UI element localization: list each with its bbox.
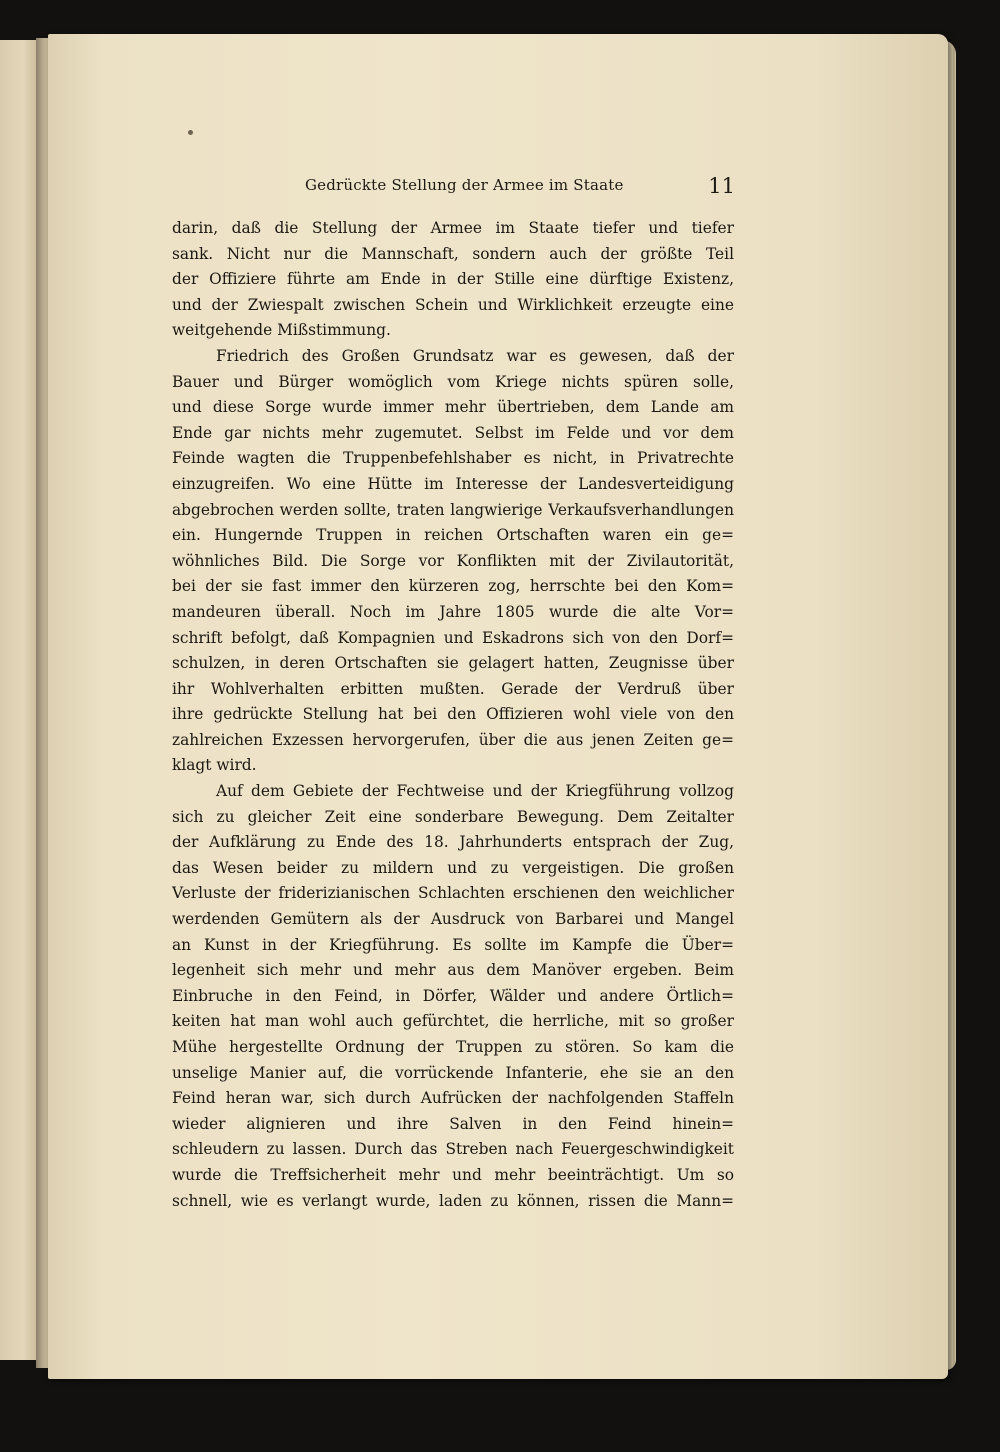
text-line: Verluste der friderizianischen Schlachten erschienen den weichlicher <box>172 884 734 903</box>
text-line: mandeuren überall. Noch im Jahre 1805 wurde die alte Vor= <box>172 602 734 621</box>
text-line: ihr Wohlverhalten erbitten mußten. Gerade der Verdruß über <box>172 679 734 698</box>
text-line: und diese Sorge wurde immer mehr übertrieben, dem Lande am <box>172 398 734 417</box>
text-line: schnell, wie es verlangt wurde, laden zu können, rissen die Mann= <box>172 1191 734 1210</box>
text-line: Auf dem Gebiete der Fechtweise und der Kriegführung vollzog <box>216 782 734 801</box>
text-line: werdenden Gemütern als der Ausdruck von Barbarei und Mangel <box>172 910 734 929</box>
text-line: schrift befolgt, daß Kompagnien und Eskadrons sich von den Dorf= <box>172 628 734 647</box>
text-line: sank. Nicht nur die Mannschaft, sondern auch der größte Teil <box>172 244 734 263</box>
text-line: Bauer und Bürger womöglich vom Kriege nichts spüren solle, <box>172 372 734 391</box>
text-line: zahlreichen Exzessen hervorgerufen, über die aus jenen Zeiten ge= <box>172 730 734 749</box>
text-line: schleudern zu lassen. Durch das Streben nach Feuergeschwindigkeit <box>172 1140 734 1159</box>
text-line: ein. Hungernde Truppen in reichen Ortschaften waren ein ge= <box>172 526 734 545</box>
text-line: das Wesen beider zu mildern und zu vergeistigen. Die großen <box>172 858 734 877</box>
text-line: ihre gedrückte Stellung hat bei den Offizieren wohl viele von den <box>172 705 734 724</box>
page-number: 11 <box>708 174 735 198</box>
text-line: Mühe hergestellte Ordnung der Truppen zu stören. So kam die <box>172 1038 734 1056</box>
page-header <box>305 176 735 200</box>
text-line: der Aufklärung zu Ende des 18. Jahrhunderts entsprach der Zug, <box>172 833 734 852</box>
text-line: wieder alignieren und ihre Salven in den Feind hinein= <box>172 1114 734 1133</box>
left-page-edge <box>0 40 38 1360</box>
text-line: weitgehende Mißstimmung. <box>172 321 391 340</box>
text-line: Friedrich des Großen Grundsatz war es gewesen, daß der <box>216 346 734 365</box>
text-line: darin, daß die Stellung der Armee im Staate tiefer und tiefer <box>172 219 734 237</box>
paper-spot <box>188 130 193 135</box>
text-line: abgebrochen werden sollte, traten langwierige Verkaufsverhandlungen <box>172 500 734 519</box>
text-line: klagt wird. <box>172 756 257 775</box>
body-text <box>172 216 734 1214</box>
running-head: Gedrückte Stellung der Armee im Staate <box>305 176 624 194</box>
text-line: keiten hat man wohl auch gefürchtet, die herrliche, mit so großer <box>172 1012 734 1031</box>
text-line: unselige Manier auf, die vorrückende Infanterie, ehe sie an den <box>172 1063 734 1082</box>
text-line: Feinde wagten die Truppenbefehlshaber es nicht, in Privatrechte <box>172 449 734 468</box>
text-line: schulzen, in deren Ortschaften sie gelagert hatten, Zeugnisse über <box>172 654 734 673</box>
text-line: legenheit sich mehr und mehr aus dem Manöver ergeben. Beim <box>172 961 734 980</box>
text-line: wöhnliches Bild. Die Sorge vor Konflikten mit der Zivilautorität, <box>172 551 734 570</box>
text-line: bei der sie fast immer den kürzeren zog, herrschte bei den Kom= <box>172 577 734 596</box>
text-line: einzugreifen. Wo eine Hütte im Interesse der Landesverteidigung <box>172 474 734 493</box>
text-line: an Kunst in der Kriegführung. Es sollte im Kampfe die Über= <box>172 935 734 954</box>
text-line: Feind heran war, sich durch Aufrücken der nachfolgenden Staffeln <box>172 1089 734 1108</box>
text-line: wurde die Treffsicherheit mehr und mehr beeinträchtigt. Um so <box>172 1165 734 1184</box>
text-line: und der Zwiespalt zwischen Schein und Wirklichkeit erzeugte eine <box>172 295 734 314</box>
text-line: Ende gar nichts mehr zugemutet. Selbst im Felde und vor dem <box>172 423 734 442</box>
text-line: der Offiziere führte am Ende in der Stille eine dürftige Existenz, <box>172 270 734 289</box>
text-line: sich zu gleicher Zeit eine sonderbare Bewegung. Dem Zeitalter <box>172 807 734 826</box>
text-line: Einbruche in den Feind, in Dörfer, Wälder und andere Örtlich= <box>172 986 734 1005</box>
